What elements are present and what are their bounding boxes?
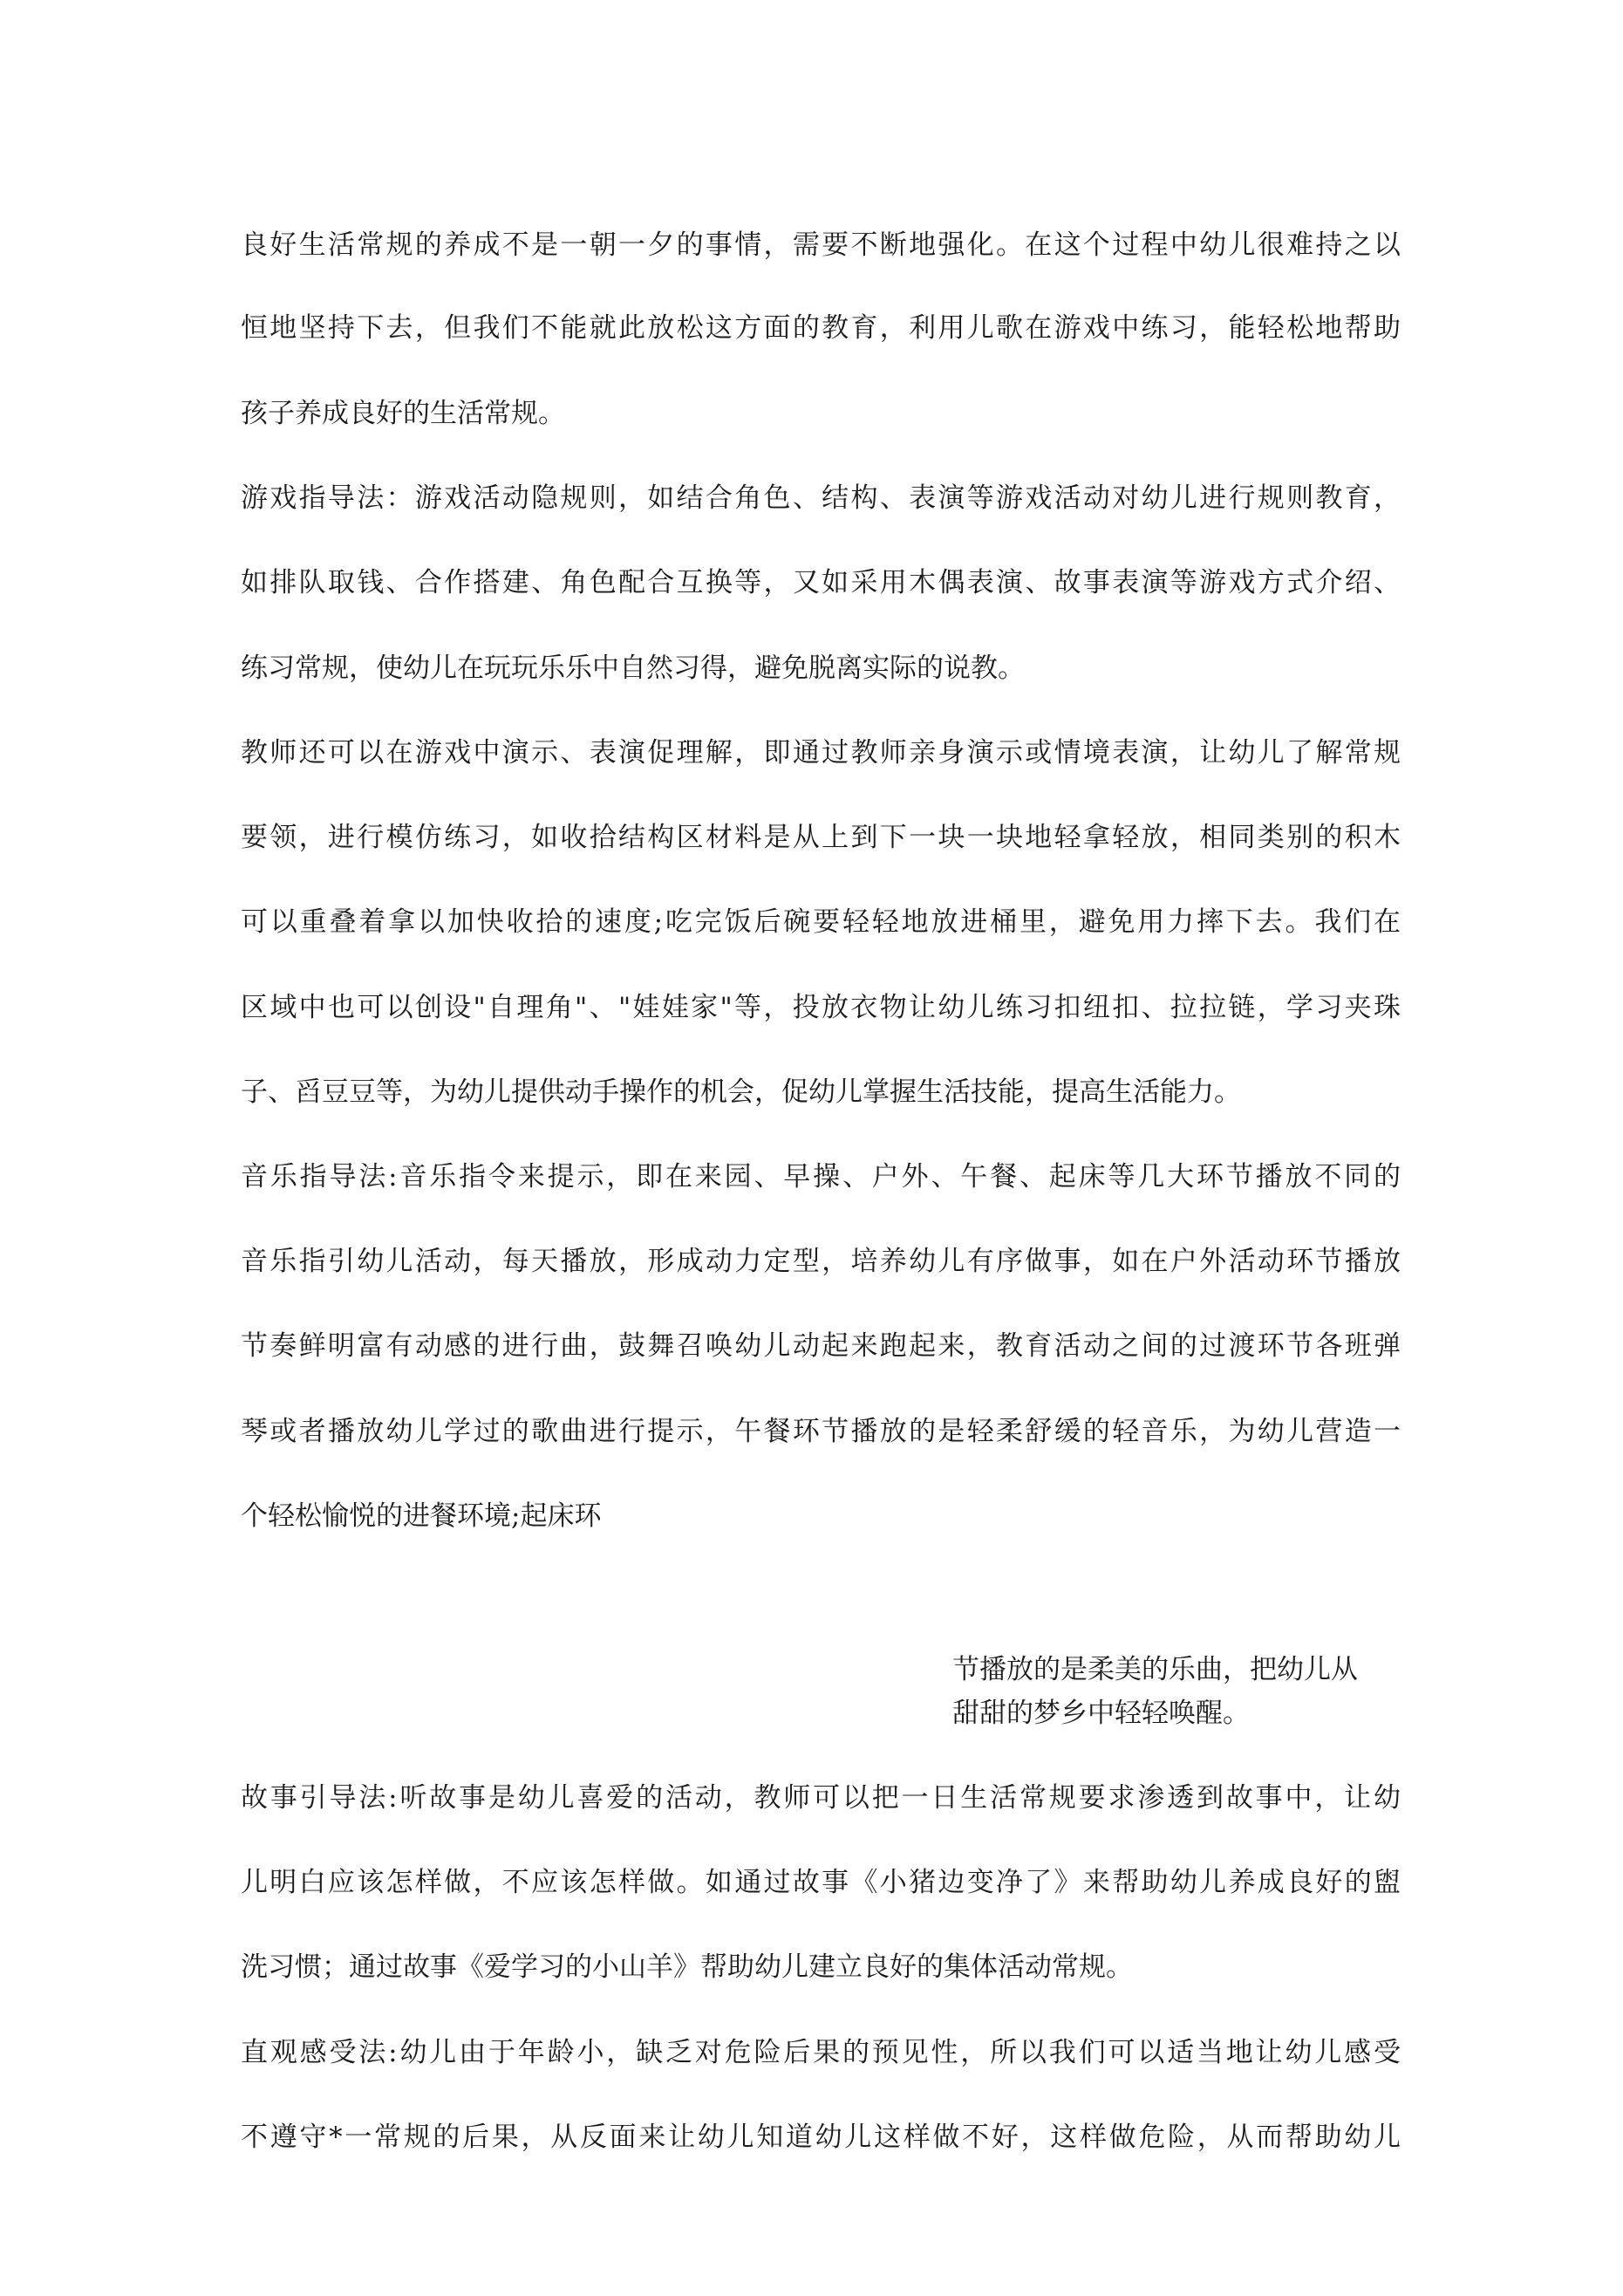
text-line: 孩子养成良好的生活常规。 bbox=[241, 398, 565, 429]
text-line: 琴或者播放幼儿学过的歌曲进行提示，午餐环节播放的是轻柔舒缓的轻音乐，为幼儿营造一 bbox=[241, 1416, 1401, 1447]
side-text-line: 甜甜的梦乡中轻轻唤醒。 bbox=[952, 1698, 1250, 1729]
side-text-line: 节播放的是柔美的乐曲，把幼儿从 bbox=[952, 1654, 1358, 1685]
text-line: 不遵守*一常规的后果，从反面来让幼儿知道幼儿这样做不好，这样做危险，从而帮助幼儿 bbox=[241, 2122, 1401, 2153]
text-line: 可以重叠着拿以加快收拾的速度;吃完饭后碗要轻轻地放进桶里，避免用力摔下去。我们在 bbox=[241, 906, 1401, 938]
text-line: 良好生活常规的养成不是一朝一夕的事情，需要不断地强化。在这个过程中幼儿很难持之以 bbox=[241, 229, 1401, 261]
text-line: 如排队取钱、合作搭建、角色配合互换等，又如采用木偶表演、故事表演等游戏方式介绍、 bbox=[241, 567, 1401, 598]
text-line: 洗习惯；通过故事《爱学习的小山羊》帮助幼儿建立良好的集体活动常规。 bbox=[241, 1951, 1133, 1983]
text-line: 音乐指引幼儿活动，每天播放，形成动力定型，培养幼儿有序做事，如在户外活动环节播放 bbox=[241, 1246, 1401, 1277]
text-line: 个轻松愉悦的进餐环境;起床环 bbox=[241, 1500, 602, 1532]
text-line: 音乐指导法:音乐指令来提示，即在来园、早操、户外、午餐、起床等几大环节播放不同的 bbox=[241, 1161, 1401, 1192]
text-line: 恒地坚持下去，但我们不能就此放松这方面的教育，利用儿歌在游戏中练习，能轻松地帮助 bbox=[241, 312, 1401, 344]
text-line: 子、舀豆豆等，为幼儿提供动手操作的机会，促幼儿掌握生活技能，提高生活能力。 bbox=[241, 1076, 1241, 1108]
text-line: 儿明白应该怎样做，不应该怎样做。如通过故事《小猪边变净了》来帮助幼儿养成良好的盥 bbox=[241, 1867, 1401, 1898]
text-line: 节奏鲜明富有动感的进行曲，鼓舞召唤幼儿动起来跑起来，教育活动之间的过渡环节各班弹 bbox=[241, 1330, 1401, 1362]
text-line: 教师还可以在游戏中演示、表演促理解，即通过教师亲身演示或情境表演，让幼儿了解常规 bbox=[241, 737, 1401, 769]
text-line: 故事引导法:听故事是幼儿喜爱的活动，教师可以把一日生活常规要求渗透到故事中，让幼 bbox=[241, 1782, 1401, 1814]
text-line: 练习常规，使幼儿在玩玩乐乐中自然习得，避免脱离实际的说教。 bbox=[241, 653, 1025, 684]
text-line: 区域中也可以创设"自理角"、"娃娃家"等，投放衣物让幼儿练习扣纽扣、拉拉链，学习夹珠 bbox=[241, 992, 1401, 1023]
text-line: 要领，进行模仿练习，如收拾结构区材料是从上到下一块一块地轻拿轻放，相同类别的积木 bbox=[241, 822, 1401, 853]
text-line: 游戏指导法：游戏活动隐规则，如结合角色、结构、表演等游戏活动对幼儿进行规则教育， bbox=[241, 482, 1401, 514]
text-line: 直观感受法:幼儿由于年龄小，缺乏对危险后果的预见性，所以我们可以适当地让幼儿感受 bbox=[241, 2037, 1401, 2068]
